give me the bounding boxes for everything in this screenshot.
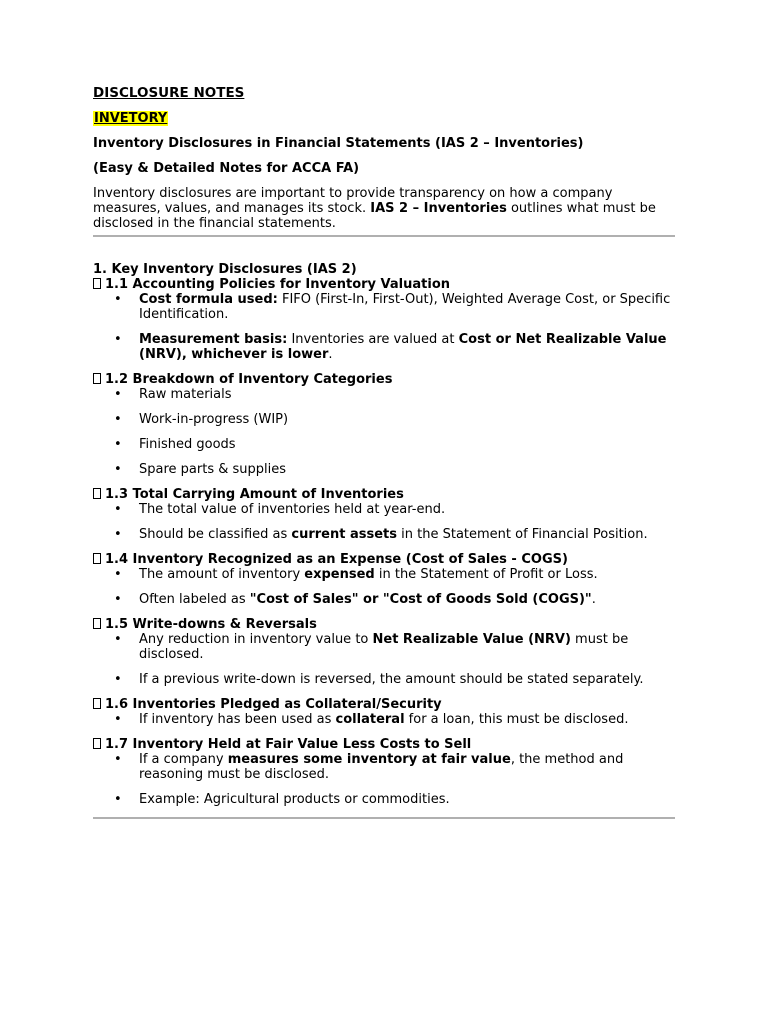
list-1-3 (93, 502, 675, 542)
subsection-1-3-title: 1.3 Total Carrying Amount of Inventories (105, 487, 404, 502)
subsection-1-2-title: 1.2 Breakdown of Inventory Categories (105, 372, 393, 387)
doc-heading: Inventory Disclosures in Financial Statements (IAS 2 – Inventories) (93, 136, 584, 151)
item-text: Should be classified as (139, 527, 292, 542)
list-1-6 (93, 712, 675, 727)
doc-subject (93, 111, 675, 126)
missing-glyph-icon (93, 373, 101, 384)
item-text: in the Statement of Financial Position. (397, 527, 648, 542)
item-text: If a company (139, 752, 228, 767)
item-text: If inventory has been used as (139, 712, 336, 727)
item-bold: Net Realizable Value (NRV) (372, 632, 571, 647)
intro-text-1: Inventory disclosures are important to provide transparency on how a company measures, values, and manages its stock. (93, 186, 613, 216)
missing-glyph-icon (93, 618, 101, 629)
list-item: • Raw materials (93, 387, 675, 402)
item-bold: measures some inventory at fair value (227, 752, 511, 767)
subsection-1-5 (93, 617, 675, 632)
intro-paragraph (93, 186, 675, 231)
item-text: for a loan, this must be disclosed. (404, 712, 629, 727)
subsection-1-1-title: 1.1 Accounting Policies for Inventory Valuation (105, 277, 451, 292)
item-text: Often labeled as (139, 592, 250, 607)
item-text: . (591, 592, 596, 607)
list-item: • If a previous write-down is reversed, the amount should be stated separately. (93, 672, 675, 687)
list-1-2 (93, 387, 675, 477)
document-page (93, 86, 675, 819)
list-item: • Finished goods (93, 437, 675, 452)
list-1-1 (93, 292, 675, 362)
list-item (93, 712, 675, 727)
section-title: 1. Key Inventory Disclosures (IAS 2) (93, 262, 357, 277)
list-item (93, 632, 675, 662)
item-bold-2: Cost or Net Realizable Value (NRV), whichever is lower (139, 332, 667, 362)
divider-top (93, 235, 675, 237)
subsection-1-6 (93, 697, 675, 712)
missing-glyph-icon (93, 698, 101, 709)
list-item (93, 592, 675, 607)
subsection-1-4 (93, 552, 675, 567)
item-text: must be disclosed. (139, 632, 629, 662)
missing-glyph-icon (93, 553, 101, 564)
list-item (93, 567, 675, 582)
list-1-7 (93, 752, 675, 807)
missing-glyph-icon (93, 488, 101, 499)
intro-text-2: outlines what must be disclosed in the financial statements. (93, 201, 656, 231)
subsection-1-4-title: 1.4 Inventory Recognized as an Expense (Cost of Sales - COGS) (105, 552, 568, 567)
item-text: Inventories are valued at (287, 332, 459, 347)
subsection-1-6-title: 1.6 Inventories Pledged as Collateral/Security (105, 697, 442, 712)
item-text: , the method and reasoning must be disclosed. (139, 752, 624, 782)
list-1-4 (93, 567, 675, 607)
list-item (93, 332, 675, 362)
item-bold: expensed (304, 567, 375, 582)
item-text: The amount of inventory (139, 567, 305, 582)
subsection-1-5-title: 1.5 Write-downs & Reversals (105, 617, 317, 632)
item-text: FIFO (First-In, First-Out), Weighted Average Cost, or Specific Identification. (139, 292, 671, 322)
item-text-end: . (328, 347, 333, 362)
subsection-1-2 (93, 372, 675, 387)
list-item: • Spare parts & supplies (93, 462, 675, 477)
intro-bold: IAS 2 – Inventories (370, 201, 507, 216)
list-item: • Work-in-progress (WIP) (93, 412, 675, 427)
subsection-1-7 (93, 737, 675, 752)
list-1-5 (93, 632, 675, 687)
item-text: Any reduction in inventory value to (139, 632, 373, 647)
item-bold: current assets (291, 527, 398, 542)
item-bold: "Cost of Sales" or "Cost of Goods Sold (COGS)" (249, 592, 592, 607)
doc-subheading: (Easy & Detailed Notes for ACCA FA) (93, 161, 360, 176)
item-text: in the Statement of Profit or Loss. (374, 567, 598, 582)
list-item (93, 527, 675, 542)
missing-glyph-icon (93, 278, 101, 289)
divider-bottom (93, 817, 675, 819)
list-item: • Example: Agricultural products or commodities. (93, 792, 675, 807)
doc-title: DISCLOSURE NOTES (93, 85, 245, 101)
subsection-1-7-title: 1.7 Inventory Held at Fair Value Less Costs to Sell (105, 737, 472, 752)
list-item: • The total value of inventories held at year-end. (93, 502, 675, 517)
subsection-1-1 (93, 277, 675, 292)
item-bold: Measurement basis: (139, 332, 288, 347)
subsection-1-3 (93, 487, 675, 502)
missing-glyph-icon (93, 738, 101, 749)
item-bold: collateral (335, 712, 405, 727)
item-bold: Cost formula used: (139, 292, 278, 307)
highlighted-subject: INVETORY (94, 111, 168, 126)
list-item (93, 752, 675, 782)
list-item (93, 292, 675, 322)
